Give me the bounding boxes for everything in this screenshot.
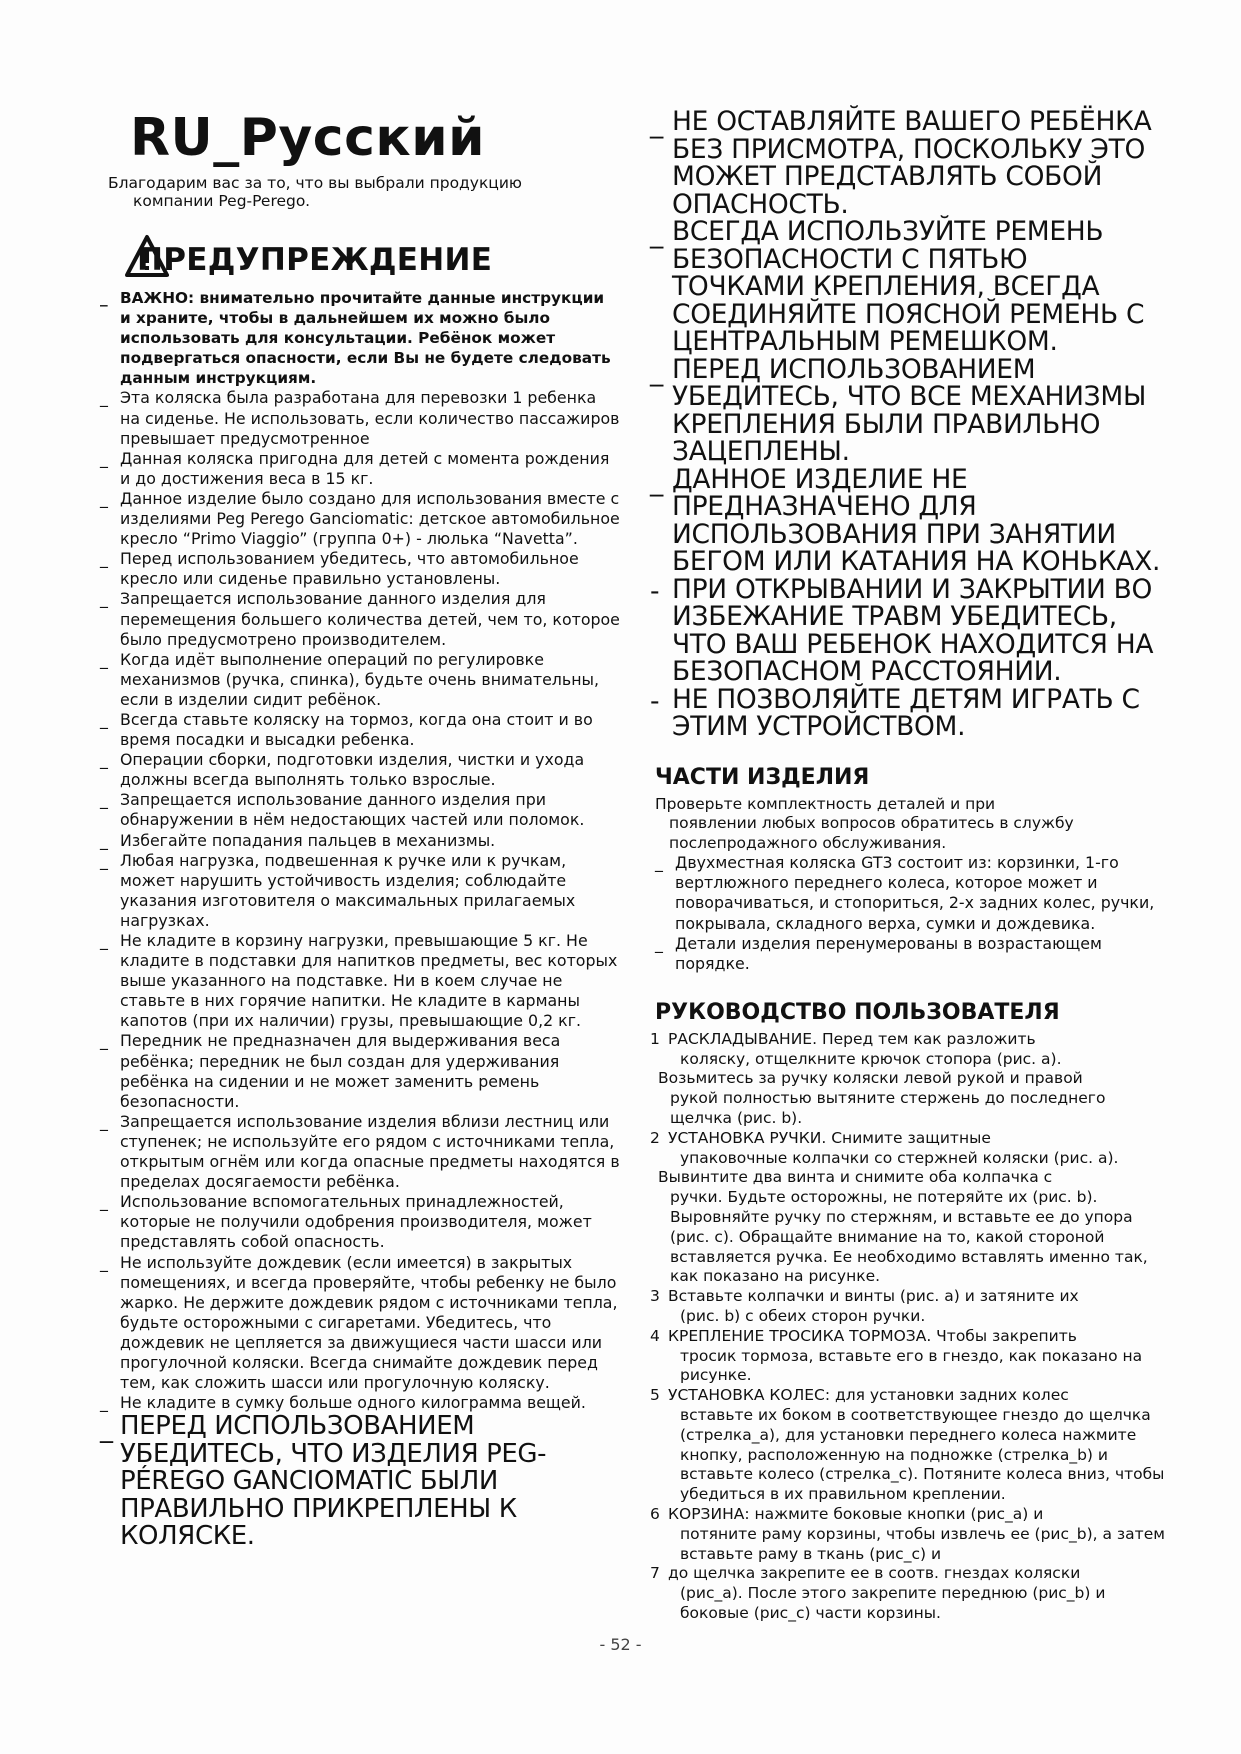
warning-item-text: Когда идёт выполнение операций по регулировке механизмов (ручка, спинка), будьте очень внимательны, если в изделии сидит ребёнок. — [120, 649, 600, 709]
manual-step — [650, 1386, 1165, 1505]
bullet-dash: _ — [655, 853, 663, 873]
warning-item — [100, 1112, 620, 1192]
warning-item-text: Перед использованием убедитесь, что автомобильное кресло или сиденье правильно установлены. — [120, 549, 579, 589]
safety-warnings — [650, 108, 1165, 741]
safety-warning-item — [650, 353, 1165, 467]
parts-item — [655, 853, 1165, 933]
bullet-dash: _ — [100, 589, 108, 609]
manual-step — [650, 1327, 1165, 1386]
safety-warning-text: НЕ ОСТАВЛЯЙТЕ ВАШЕГО РЕБЁНКА БЕЗ ПРИСМОТРА, ПОСКОЛЬКУ ЭТО МОЖЕТ ПРЕДСТАВЛЯТЬ СОБОЙ ОПАСНОСТЬ. — [672, 106, 1152, 220]
warning-item — [100, 931, 620, 1031]
manual-steps — [650, 1030, 1165, 1624]
step-first-line: КРЕПЛЕНИЕ ТРОСИКА ТОРМОЗА. Чтобы закрепить — [668, 1326, 1077, 1345]
safety-warning-text: ПРИ ОТКРЫВАНИИ И ЗАКРЫТИИ ВО ИЗБЕЖАНИЕ ТРАВМ УБЕДИТЕСЬ, ЧТО ВАШ РЕБЕНОК НАХОДИТСЯ НА БЕЗОПАСНОМ РАССТОЯНИИ. — [672, 573, 1154, 687]
bullet-dash: _ — [100, 1111, 108, 1131]
safety-warning-text: ВСЕГДА ИСПОЛЬЗУЙТЕ РЕМЕНЬ БЕЗОПАСНОСТИ С ПЯТЬЮ ТОЧКАМИ КРЕПЛЕНИЯ, ВСЕГДА СОЕДИНЯЙТЕ ПОЯСНОЙ РЕМЕНЬ С ЦЕНТРАЛЬНЫМ РЕМЕШКОМ. — [672, 216, 1145, 357]
bullet-marker: _ — [650, 218, 663, 249]
warning-item-text: ПЕРЕД ИСПОЛЬЗОВАНИЕМ УБЕДИТЕСЬ, ЧТО ИЗДЕЛИЯ PEG-PÉREGO GANCIOMATIC БЫЛИ ПРАВИЛЬНО ПРИКРЕПЛЕНЫ К КОЛЯСКЕ. — [120, 1411, 547, 1552]
step-rest: упаковочные колпачки со стержней коляски (рис. a). — [680, 1148, 1119, 1167]
warning-item-text: Не используйте дождевик (если имеется) в закрытых помещениях, и всегда проверяйте, чтобы ребенку не было жарко. Не держите дождевик рядом с источниками тепла, будьте осторожными с сигаретами. Убедитесь, что дождевик не цепляется за движущиеся части шасси или прогулочной коляски. Всегда снимайте дождевик перед тем, как сложить шасси или прогулочную коляску. — [120, 1252, 618, 1393]
step-rest: рукой полностью вытяните стержень до последнего щелчка (рис. b). — [670, 1089, 1106, 1128]
warning-item-text: Передник не предназначен для выдерживания веса ребёнка; передник не был создан для удерживания ребёнка на сидении и не может заменить ремень безопасности. — [120, 1031, 561, 1111]
bullet-dash: _ — [100, 1414, 113, 1445]
warning-item — [100, 750, 620, 790]
bullet-dash: _ — [100, 1252, 108, 1272]
warning-item-text: Запрещается использование данного изделия для перемещения большего количества детей, чем то, которое было предусмотрено производителем. — [120, 589, 620, 649]
page-number: - 52 - — [599, 1635, 642, 1654]
right-column — [650, 108, 1165, 1624]
thanks-line-1: Благодарим вас за то, что вы выбрали продукцию — [108, 174, 522, 192]
manual-step — [650, 1564, 1165, 1623]
parts-list — [655, 853, 1165, 974]
step-number: 4 — [650, 1326, 660, 1345]
parts-item — [655, 934, 1165, 974]
step-rest: коляску, отщелкните крючок стопора (рис. a). — [680, 1049, 1062, 1068]
warning-item — [100, 1413, 620, 1551]
left-column — [100, 108, 620, 1551]
manual-step — [650, 1069, 1165, 1128]
manual-step — [650, 1505, 1165, 1564]
bullet-marker: _ — [650, 108, 663, 139]
safety-warning-text: ДАННОЕ ИЗДЕЛИЕ НЕ ПРЕДНАЗНАЧЕНО ДЛЯ ИСПОЛЬЗОВАНИЯ ПРИ ЗАНЯТИИ БЕГОМ ИЛИ КАТАНИЯ НА КОНЬКАХ. — [672, 463, 1161, 577]
parts-intro-line-1: Проверьте комплектность деталей и при — [655, 794, 996, 813]
bullet-marker: - — [650, 575, 660, 607]
step-number: 6 — [650, 1504, 660, 1523]
step-first-line: УСТАНОВКА КОЛЕС: для установки задних колес — [668, 1386, 1069, 1405]
step-first-line: Вывинтите два винта и снимите оба колпачка с — [658, 1168, 1053, 1187]
step-first-line: КОРЗИНА: нажмите боковые кнопки (рис_a) и — [668, 1504, 1044, 1523]
warning-item-text: Операции сборки, подготовки изделия, чистки и ухода должны всегда выполнять только взрослые. — [120, 750, 585, 790]
step-number: 2 — [650, 1128, 660, 1147]
warning-item-text: Любая нагрузка, подвешенная к ручке или к ручкам, может нарушить устойчивость изделия; соблюдайте указания изготовителя о максимальных прилагаемых нагрузках. — [120, 850, 576, 930]
warning-item — [100, 831, 620, 851]
step-rest: (рис. b) с обеих сторон ручки. — [680, 1307, 926, 1325]
warning-item-text: Всегда ставьте коляску на тормоз, когда она стоит и во время посадки и высадки ребенка. — [120, 709, 593, 750]
warning-item-text: Не кладите в корзину нагрузки, превышающие 5 кг. Не кладите в подставки для напитков предметы, вес которых выше указанного на подставке. Ни в коем случае не ставьте в них горячие напитки. Не кладите в карманы капотов (при их наличии) грузы, превышающие 0,2 кг. — [120, 931, 618, 1031]
bullet-dash: _ — [100, 790, 108, 810]
step-rest: ручки. Будьте осторожны, не потеряйте их (рис. b). Выровняйте ручку по стержням, и вставьте ее до упора (рис. c). Обращайте внимание на то, какой стороной вставляется ручка. Ее необходимо вставлять именно так, как показано на рисунке. — [670, 1188, 1148, 1286]
step-rest: вставьте их боком в соответствующее гнездо до щелчка (стрелка_a), для установки переднего колеса нажмите кнопку, расположенную на подножке (стрелка_b) и вставьте колесо (стрелка_c). Потяните колеса вниз, чтобы убедиться в их правильном креплении. — [680, 1405, 1165, 1504]
step-first-line: до щелчка закрепите ее в соотв. гнездах коляски — [668, 1564, 1081, 1583]
safety-warning-item — [650, 683, 1165, 742]
warning-item — [100, 1031, 620, 1111]
warning-item — [100, 1393, 620, 1413]
manual-step — [650, 1030, 1165, 1070]
bullet-dash: _ — [100, 549, 108, 569]
parts-intro-rest: появлении любых вопросов обратитесь в службу послепродажного обслуживания. — [669, 814, 1074, 852]
warning-item-text: ВАЖНО: внимательно прочитайте данные инструкции и храните, чтобы в дальнейшем их можно было использовать для консультации. Ребёнок может подвергаться опасности, если Вы не будете следовать данным инструкциям. — [120, 289, 611, 388]
bullet-dash: _ — [100, 931, 108, 950]
bullet-dash: _ — [100, 448, 108, 468]
safety-warning-item — [650, 463, 1165, 577]
bullet-dash: _ — [100, 850, 108, 870]
warning-item — [100, 489, 620, 549]
parts-heading: ЧАСТИ ИЗДЕЛИЯ — [655, 764, 870, 790]
step-first-line: Возьмитесь за ручку коляски левой рукой и правой — [658, 1069, 1083, 1088]
warning-item-text: Данная коляска пригодна для детей с момента рождения и до достижения веса в 15 кг. — [120, 448, 610, 488]
bullet-dash: _ — [100, 649, 108, 669]
warning-item — [100, 589, 620, 649]
step-number: 1 — [650, 1029, 660, 1048]
warning-item — [100, 710, 620, 750]
bullet-dash: _ — [100, 388, 108, 408]
bullet-marker: - — [650, 685, 660, 717]
thanks-line-2: компании Peg-Perego. — [133, 192, 311, 210]
thanks-text — [108, 174, 620, 210]
step-number: 7 — [650, 1564, 660, 1583]
parts-intro — [655, 795, 1165, 854]
step-rest: тросик тормоза, вставьте его в гнездо, как показано на рисунке. — [680, 1346, 1143, 1385]
page-title: RU_Русский — [130, 108, 486, 168]
bullet-dash: _ — [100, 289, 108, 307]
bullet-dash: _ — [100, 1031, 108, 1051]
bullet-dash: _ — [100, 709, 108, 729]
warning-item — [100, 650, 620, 710]
step-number: 3 — [650, 1287, 660, 1306]
warning-item-text: Избегайте попадания пальцев в механизмы. — [120, 830, 496, 850]
warning-list — [100, 288, 620, 1551]
safety-warning-item — [650, 573, 1165, 687]
warning-item — [100, 288, 620, 388]
step-number: 5 — [650, 1386, 660, 1405]
safety-warning-text: ПЕРЕД ИСПОЛЬЗОВАНИЕМ УБЕДИТЕСЬ, ЧТО ВСЕ МЕХАНИЗМЫ КРЕПЛЕНИЯ БЫЛИ ПРАВИЛЬНО ЗАЦЕПЛЕНЫ. — [672, 353, 1147, 467]
step-first-line: Вставьте колпачки и винты (рис. a) и затяните их — [668, 1287, 1079, 1306]
warning-item-text: Запрещается использование изделия вблизи лестниц или ступенек; не используйте его рядом с источниками тепла, открытым огнём или когда опасные предметы находятся в пределах досягаемости ребёнка. — [120, 1111, 620, 1192]
warning-item-text: Запрещается использование данного изделия при обнаружении в нём недостающих частей или поломок. — [120, 790, 585, 830]
bullet-dash: _ — [100, 1192, 108, 1212]
safety-warning-item — [650, 218, 1165, 356]
warning-item — [100, 851, 620, 931]
parts-item-text: Двухместная коляска GT3 состоит из: корзинки, 1-го вертлюжного переднего колеса, которое может и поворачиваться, и стопориться, 2-х задних колес, ручки, покрывала, складного верха, сумки и дождевика. — [675, 853, 1155, 933]
step-first-line: РАСКЛАДЫВАНИЕ. Перед тем как разложить — [668, 1029, 1036, 1048]
manual-heading: РУКОВОДСТВО ПОЛЬЗОВАТЕЛЯ — [655, 999, 1060, 1025]
safety-warning-text: НЕ ПОЗВОЛЯЙТЕ ДЕТЯМ ИГРАТЬ С ЭТИМ УСТРОЙСТВОМ. — [672, 683, 1140, 742]
warning-title: ПРЕДУПРЕЖДЕНИЕ — [137, 242, 493, 278]
warning-item-text: Использование вспомогательных принадлежностей, которые не получили одобрения производителя, может представлять собой опасность. — [120, 1192, 592, 1252]
warning-item — [100, 449, 620, 489]
manual-step — [650, 1129, 1165, 1169]
manual-step — [650, 1287, 1165, 1327]
step-rest: (рис_a). После этого закрепите переднюю (рис_b) и боковые (рис_c) части корзины. — [680, 1584, 1106, 1622]
bullet-dash: _ — [100, 830, 108, 850]
bullet-marker: _ — [650, 465, 663, 497]
bullet-marker: _ — [650, 355, 663, 387]
parts-item-text: Детали изделия перенумерованы в возрастающем порядке. — [675, 933, 1102, 973]
bullet-dash: _ — [100, 488, 108, 508]
step-rest: потяните раму корзины, чтобы извлечь ее (рис_b), а затем вставьте раму в ткань (рис_c) и — [680, 1524, 1165, 1563]
warning-item-text: Эта коляска была разработана для перевозки 1 ребенка на сиденье. Не использовать, если количество пассажиров превышает предусмотренное — [120, 388, 620, 448]
bullet-dash: _ — [100, 750, 108, 770]
safety-warning-item — [650, 108, 1165, 218]
bullet-dash: _ — [100, 1393, 108, 1413]
warning-item — [100, 790, 620, 830]
step-first-line: УСТАНОВКА РУЧКИ. Снимите защитные — [668, 1128, 991, 1147]
manual-step — [650, 1168, 1165, 1287]
warning-item-text: Не кладите в сумку больше одного килограмма вещей. — [120, 1393, 586, 1413]
warning-heading — [125, 234, 620, 280]
warning-item — [100, 549, 620, 589]
warning-item-text: Данное изделие было создано для использования вместе с изделиями Peg Perego Ganciomatic: детское автомобильное кресло “Primo Viaggio” (группа 0+) - люлька “Navetta”. — [120, 488, 620, 549]
warning-item — [100, 388, 620, 448]
bullet-dash: _ — [655, 933, 663, 953]
warning-item — [100, 1253, 620, 1394]
warning-item — [100, 1192, 620, 1252]
